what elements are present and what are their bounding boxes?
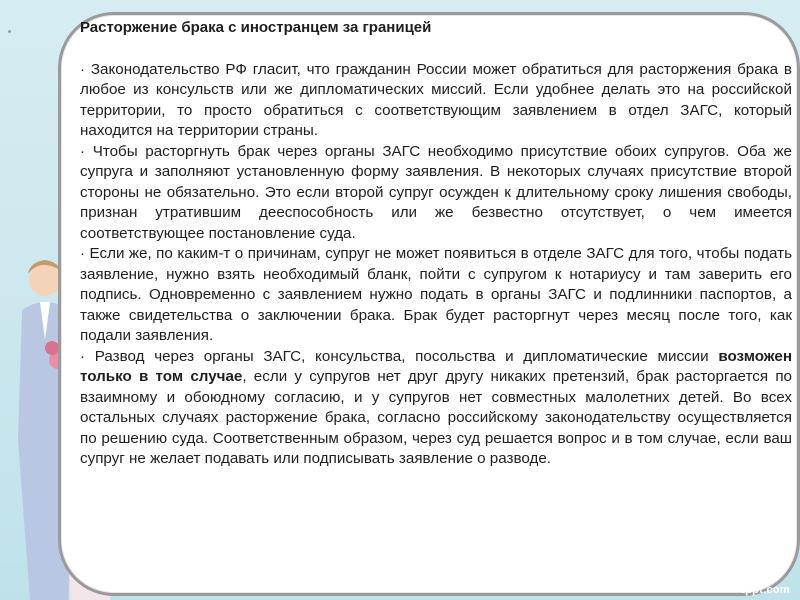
emphasis-text: возможен только в том случае bbox=[80, 347, 792, 385]
watermark: fppt.com bbox=[741, 584, 790, 596]
paragraph-consulates: · Законодательство РФ гласит, что гражданин России может обратиться для расторжения брака в любое из консульств или же дипломатических миссий. Если удобнее делать это на российской территории, то просто обратиться с соответствующим заявлением в отдел ЗАГС, который находится на территории страны. bbox=[80, 60, 792, 139]
paragraph-notary: · Если же, по каким-т о причинам, супруг не может появиться в отделе ЗАГС для того, чтобы подать заявление, нужно взять необходимый бланк, пойти с супругом к нотариусу и там заверить его подпись. Одновременно с заявлением нужно подать в органы ЗАГС и подлинники паспортов, а также свидетельства о заключении брака. Брак будет расторгнут через месяц после того, как подали заявления. bbox=[80, 245, 792, 344]
slide-title: Расторжение брака с иностранцем за границей bbox=[80, 19, 432, 36]
decor-dot bbox=[8, 30, 11, 33]
paragraph-divorce-conditions bbox=[80, 347, 792, 470]
paragraph-text-after: , если у супругов нет друг другу никаких претензий, брак расторгается по взаимному и обоюдному согласию, и у супругов нет совместных малолетних детей. Во всех остальных случаях расторжение брака, согласно российскому законодательству осуществляется по решению суда. Соответственным образом, через суд решается вопрос и в том случае, если ваш супруг не желает подавать или подписывать заявление о разводе. bbox=[80, 368, 792, 467]
paragraph-zags-presence: · Чтобы расторгнуть брак через органы ЗАГС необходимо присутствие обоих супругов. Оба же супруга и заполняют установленную форму заявления. В некоторых случаях присутствие второй стороны не обязательно. Это если второй супруг осужден к длительному сроку лишения свободы, признан утратившим дееспособность или же безвестно отсутствует, о чем имеется соответствующее постановление суда. bbox=[80, 142, 792, 242]
slide-content bbox=[80, 18, 792, 470]
paragraph-text-before: · Развод через органы ЗАГС, консульства, посольства и дипломатические миссии bbox=[80, 347, 719, 365]
